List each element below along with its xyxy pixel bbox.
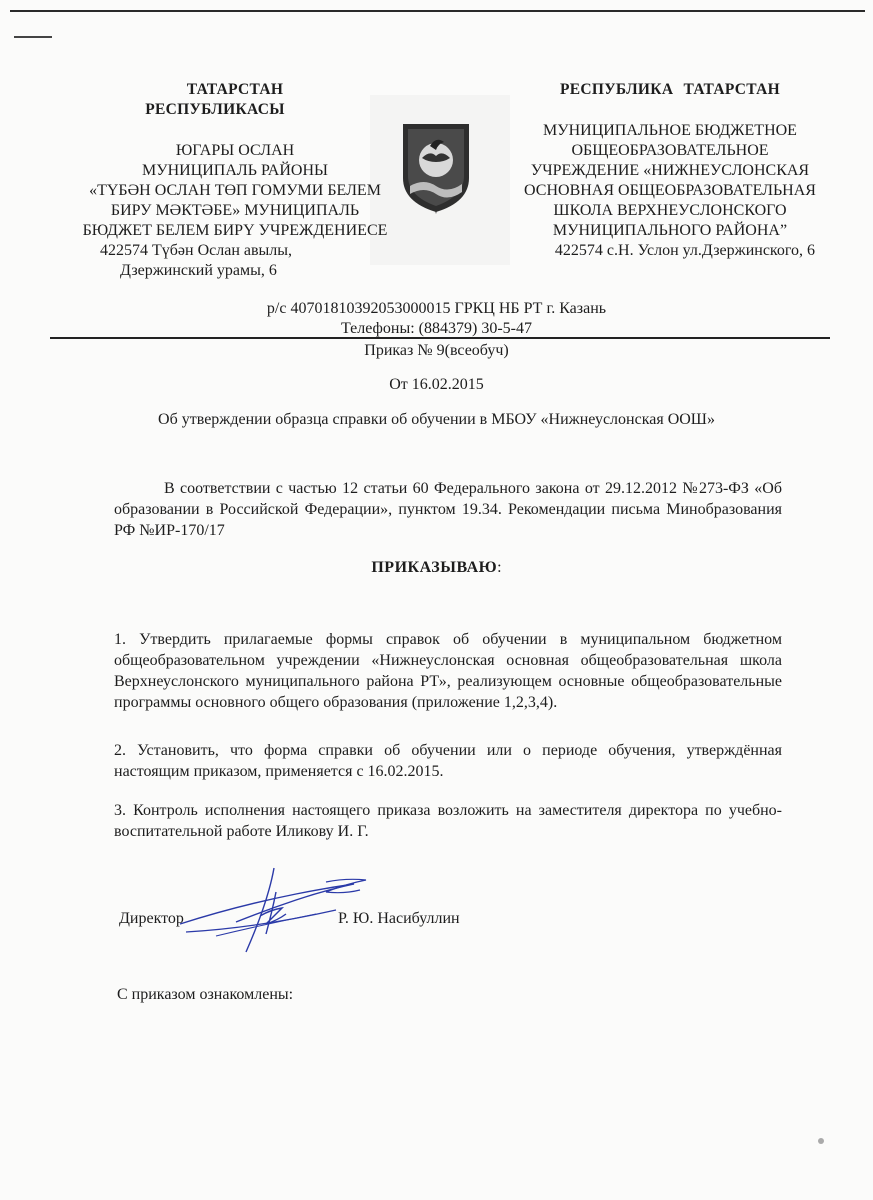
tatarstan-coat-of-arms-icon — [400, 122, 472, 214]
scan-mark — [14, 36, 52, 38]
order-item-3: 3. Контроль исполнения настоящего приказа возложить на заместителя директора по учебно-воспитательной работе Иликову И. Г. — [114, 802, 782, 840]
header-left-tatar — [50, 80, 420, 281]
header-right-line: УЧРЕЖДЕНИЕ «НИЖНЕУСЛОНСКАЯ — [530, 162, 810, 179]
order-number: Приказ № 9(всеобуч) — [364, 342, 509, 359]
header-left-line: БЮДЖЕТ БЕЛЕМ БИРҮ УЧРЕЖДЕНИЕСЕ — [82, 222, 388, 239]
order-word-colon: : — [497, 559, 502, 576]
header-left-line: Дзержинский урамы, 6 — [120, 262, 277, 279]
header-left-line: РЕСПУБЛИКАСЫ — [145, 101, 285, 118]
order-date: От 16.02.2015 — [389, 376, 484, 393]
scan-edge-line — [10, 10, 865, 12]
scan-speck — [818, 1138, 824, 1144]
director-title: Директор — [119, 910, 184, 927]
bank-details: р/с 40701810392053000015 ГРКЦ НБ РТ г. Казань — [266, 300, 607, 317]
header-left-line: 422574 Түбән Ослан авылы, — [100, 242, 293, 259]
order-item-2: 2. Установить, что форма справки об обучении или о периоде обучения, утверждённая настоящим приказом, применяется с 16.02.2015. — [114, 742, 782, 780]
header-right-line: МУНИЦИПАЛЬНОЕ БЮДЖЕТНОЕ — [543, 122, 797, 139]
preamble-text: В соответствии с частью 12 статьи 60 Федерального закона от 29.12.2012 №273-ФЗ «Об образовании в Российской Федерации», пунктом 19.34. Рекомендации письма Минобразования РФ №ИР-170/17 — [114, 480, 782, 539]
order-item-1: 1. Утвердить прилагаемые формы справок об обучении в муниципальном бюджетном общеобразовательном учреждении «Нижнеуслонская основная общеобразовательная школа Верхнеуслонского муниципального района РТ», реализующем основные общеобразовательные программы основного общего образования (приложение 1,2,3,4). — [114, 631, 782, 711]
order-heading — [0, 559, 873, 577]
header-left-line: МУНИЦИПАЛЬ РАЙОНЫ — [142, 162, 328, 179]
header-left-line: «ТҮБӘН ОСЛАН ТӨП ГОМУМИ БЕЛЕМ — [89, 182, 381, 199]
header-right-line: ОСНОВНАЯ ОБЩЕОБРАЗОВАТЕЛЬНАЯ — [524, 182, 816, 199]
header-divider — [50, 337, 830, 339]
header-right-line: ОБЩЕОБРАЗОВАТЕЛЬНОЕ — [571, 142, 769, 159]
header-right-line: 422574 с.Н. Услон ул.Дзержинского, 6 — [554, 242, 816, 259]
header-left-line: ЮГАРЫ ОСЛАН — [175, 142, 295, 159]
order-word: ПРИКАЗЫВАЮ — [371, 559, 498, 576]
preamble-paragraph — [114, 478, 782, 541]
director-name: Р. Ю. Насибуллин — [338, 910, 460, 927]
header-right-line: ШКОЛА ВЕРХНЕУСЛОНСКОГО — [553, 202, 787, 219]
header-right-russian — [500, 80, 840, 261]
header-right-line: РЕСПУБЛИКА ТАТАРСТАН — [559, 81, 781, 98]
header-left-line: БИРУ МӘКТӘБЕ» МУНИЦИПАЛЬ — [110, 202, 360, 219]
phone-line: Телефоны: (884379) 30-5-47 — [341, 320, 532, 337]
order-subject: Об утверждении образца справки об обучении в МБОУ «Нижнеуслонская ООШ» — [158, 411, 715, 428]
header-right-line: МУНИЦИПАЛЬНОГО РАЙОНА” — [552, 222, 788, 239]
header-left-line: ТАТАРСТАН — [186, 81, 284, 98]
acknowledgment-label: С приказом ознакомлены: — [117, 986, 294, 1003]
